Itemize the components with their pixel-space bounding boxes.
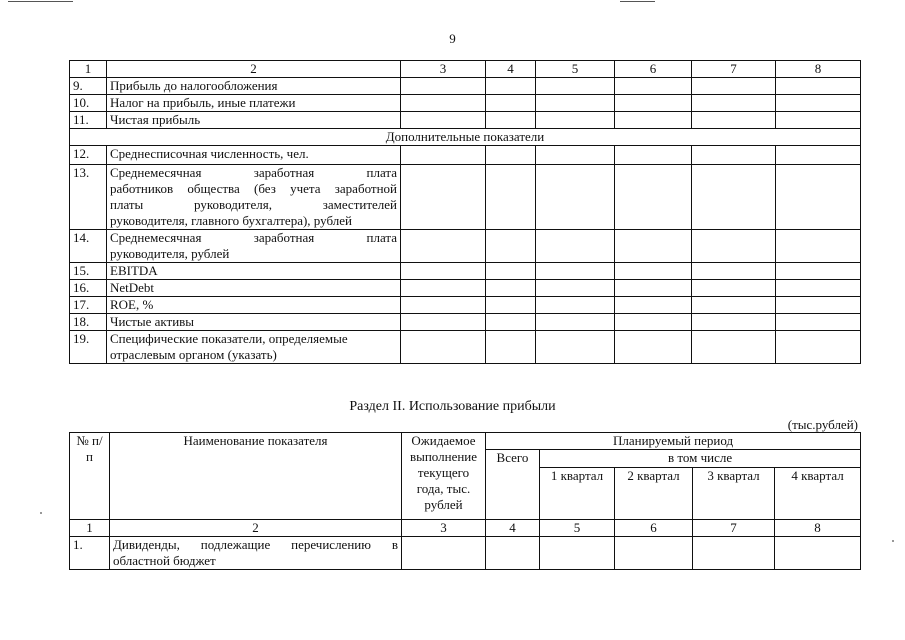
table-row [70, 537, 861, 570]
index-cell: 5 [540, 520, 615, 537]
row-name-line: отраслевым органом (указать) [110, 347, 277, 362]
row-number: 1. [70, 537, 110, 570]
row-name: Чистая прибыль [107, 112, 401, 129]
row-name: Среднесписочная численность, чел. [107, 146, 401, 165]
section-title: Раздел II. Использование прибыли [349, 399, 556, 414]
row-name [107, 230, 401, 263]
row-number: 11. [70, 112, 107, 129]
profit-usage-table [69, 432, 861, 570]
row-number: 16. [70, 280, 107, 297]
table-header-row [70, 61, 861, 78]
row-name: Чистые активы [107, 314, 401, 331]
row-name-line: руководителя, главного бухгалтера), рублей [110, 213, 352, 228]
header-cell: 4 [486, 61, 536, 78]
row-name-line: руководителя, рублей [110, 246, 230, 261]
row-number: 12. [70, 146, 107, 165]
scan-mark [620, 1, 655, 2]
row-name-line: областной бюджет [113, 553, 216, 568]
table-row [70, 263, 861, 280]
header-cell: 7 [692, 61, 776, 78]
index-row [70, 520, 861, 537]
scan-mark [8, 1, 73, 2]
header-row [70, 433, 861, 450]
row-name: Прибыль до налогообложения [107, 78, 401, 95]
index-cell: 4 [486, 520, 540, 537]
row-name-line: работников общества (без учета заработной [110, 181, 397, 196]
quarter-header: 2 квартал [615, 468, 693, 520]
row-number: 15. [70, 263, 107, 280]
quarter-header: 3 квартал [693, 468, 775, 520]
row-number: 13. [70, 165, 107, 230]
row-name-line: Среднемесячная заработная плата [110, 230, 397, 245]
scan-dot [40, 512, 42, 514]
header-cell: 6 [615, 61, 692, 78]
table-row [70, 230, 861, 263]
table-row [70, 112, 861, 129]
header-cell: 5 [536, 61, 615, 78]
index-cell: 1 [70, 520, 110, 537]
table-row [70, 146, 861, 165]
index-cell: 8 [775, 520, 861, 537]
index-cell: 7 [693, 520, 775, 537]
row-number: 17. [70, 297, 107, 314]
row-name-line: Среднемесячная заработная плата [110, 165, 397, 180]
table-row [70, 297, 861, 314]
table-row [70, 165, 861, 230]
header-cell: 3 [401, 61, 486, 78]
header-cell: 8 [776, 61, 861, 78]
row-name [107, 165, 401, 230]
units-label: (тыс.рублей) [787, 417, 858, 432]
index-cell: 2 [110, 520, 402, 537]
quarter-header: 4 квартал [775, 468, 861, 520]
row-name: Налог на прибыль, иные платежи [107, 95, 401, 112]
row-number: 9. [70, 78, 107, 95]
row-name-line: Дивиденды, подлежащие перечислению в [113, 537, 398, 552]
total-header: Всего [486, 450, 540, 520]
row-number: 10. [70, 95, 107, 112]
row-name: EBITDA [107, 263, 401, 280]
name-header: Наименование показателя [110, 433, 402, 520]
row-name-line: Специфические показатели, определяемые [110, 331, 348, 346]
row-name: ROE, % [107, 297, 401, 314]
index-cell: 6 [615, 520, 693, 537]
table-row [70, 95, 861, 112]
header-cell: 2 [107, 61, 401, 78]
table-row [70, 331, 861, 364]
row-number: 19. [70, 331, 107, 364]
row-name: NetDebt [107, 280, 401, 297]
table-row [70, 280, 861, 297]
section-label: Дополнительные показатели [70, 129, 861, 146]
index-cell: 3 [402, 520, 486, 537]
table-row [70, 78, 861, 95]
including-header: в том числе [540, 450, 861, 468]
row-name [107, 331, 401, 364]
row-number: 18. [70, 314, 107, 331]
expected-header: Ожидаемое выполнение текущего года, тыс. рублей [402, 433, 486, 520]
row-number: 14. [70, 230, 107, 263]
scan-dot [892, 540, 894, 542]
indicators-table [69, 60, 861, 364]
header-cell: 1 [70, 61, 107, 78]
row-name-line: платы руководителя, заместителей [110, 197, 397, 212]
table-row [70, 314, 861, 331]
planned-header: Планируемый период [486, 433, 861, 450]
section-row [70, 129, 861, 146]
quarter-header: 1 квартал [540, 468, 615, 520]
row-name [110, 537, 402, 570]
num-header: № п/п [70, 433, 110, 520]
page-number: 9 [449, 31, 456, 46]
